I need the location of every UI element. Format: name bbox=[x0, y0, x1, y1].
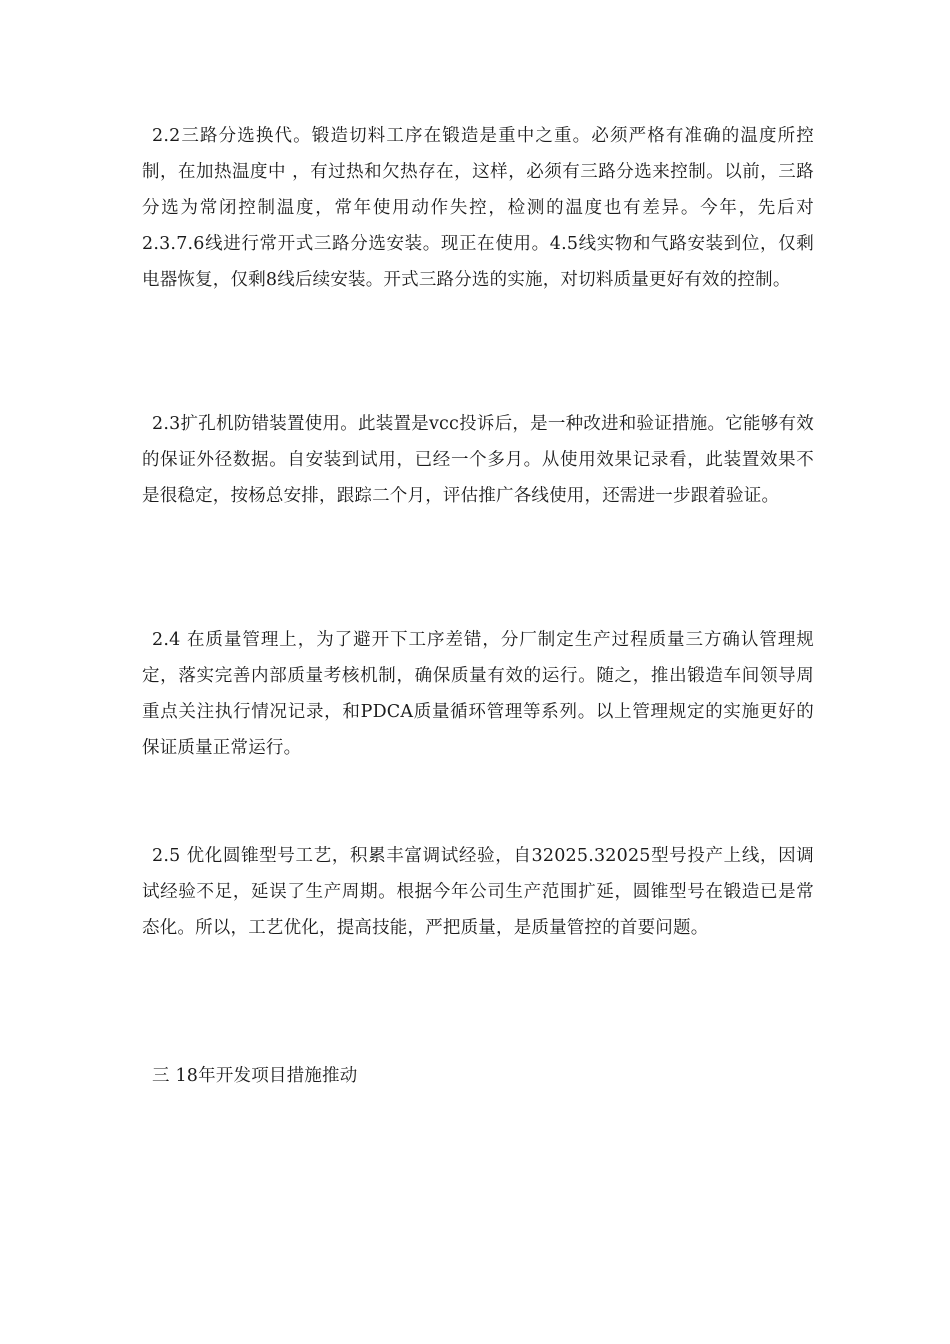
paragraph-2-3: 2.3扩孔机防错装置使用。此装置是vcc投诉后，是一种改进和验证措施。它能够有效的保证外径数据。自安装到试用，已经一个多月。从使用效果记录看，此装置效果不是很稳定，按杨总安排，跟踪二个月，评估推广各线使用，还需进一步跟着验证。 bbox=[142, 414, 814, 506]
section-heading: 三 18年开发项目措施推动 bbox=[152, 1066, 358, 1086]
paragraph-2-5: 2.5 优化圆锥型号工艺，积累丰富调试经验，自32025.32025型号投产上线，因调试经验不足，延误了生产周期。根据今年公司生产范围扩延，圆锥型号在锻造已是常态化。所以，工艺优化，提高技能，严把质量，是质量管控的首要问题。 bbox=[142, 846, 814, 938]
paragraph-2-2: 2.2三路分选换代。锻造切料工序在锻造是重中之重。必须严格有准确的温度所控制，在加热温度中 ，有过热和欠热存在，这样，必须有三路分选来控制。以前，三路分选为常闭控制温度，常年使用动作失控，检测的温度也有差异。今年，先后对2.3.7.6线进行常开式三路分选安装。现正在使用。4.5线实物和气路安装到位，仅剩电器恢复，仅剩8线后续安装。开式三路分选的实施，对切料质量更好有效的控制。 bbox=[142, 126, 814, 290]
paragraph-2-4: 2.4 在质量管理上，为了避开下工序差错，分厂制定生产过程质量三方确认管理规定，落实完善内部质量考核机制，确保质量有效的运行。随之，推出锻造车间领导周重点关注执行情况记录，和PDCA质量循环管理等系列。以上管理规定的实施更好的保证质量正常运行。 bbox=[142, 630, 814, 758]
